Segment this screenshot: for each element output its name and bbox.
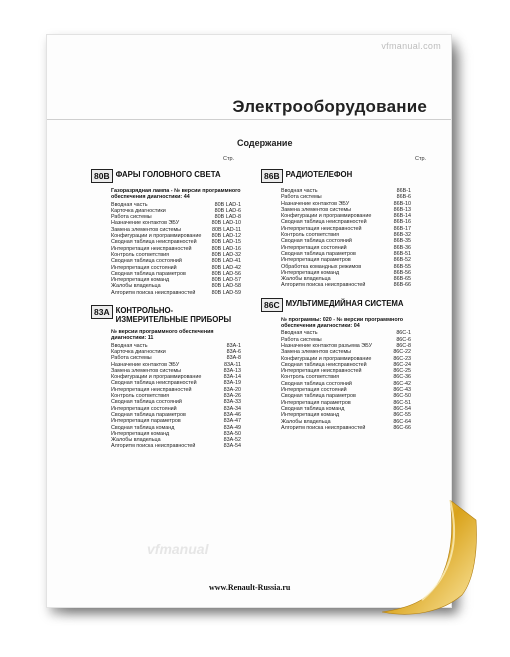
toc-entry-page: 86B-13 bbox=[393, 206, 411, 213]
toc-entry-page: 86C-66 bbox=[393, 424, 411, 431]
toc-entry-label: Интерпретация параметров bbox=[281, 257, 351, 264]
toc-section-83a bbox=[91, 305, 241, 450]
toc-entry bbox=[281, 425, 411, 431]
toc-entry-page: 86B-56 bbox=[393, 269, 411, 276]
toc-entry-page: 80B LAD-12 bbox=[211, 233, 241, 240]
toc-entry-page: 86B-51 bbox=[393, 250, 411, 257]
toc-entry-label: Вводная часть bbox=[281, 330, 318, 337]
toc-entry-page: 86B-1 bbox=[396, 188, 411, 194]
title-divider bbox=[47, 119, 451, 120]
toc-entry-label: Сводная таблица состояний bbox=[111, 258, 182, 265]
toc-entry-label: Интерпретация команд bbox=[281, 412, 340, 419]
section-header bbox=[261, 298, 411, 312]
toc-entry-label: Сводная таблица параметров bbox=[281, 250, 356, 257]
toc-entry-label: Интерпретация состояний bbox=[281, 244, 347, 251]
toc-entry-label: Назначение контактов ЭБУ bbox=[281, 200, 350, 207]
toc-entry-page: 80B LAD-41 bbox=[211, 258, 241, 265]
toc-entry-label: Конфигурации и программирование bbox=[111, 233, 202, 240]
toc-entry-label: Алгоритм поиска неисправностей bbox=[111, 443, 196, 450]
toc-entry-label: Интерпретация неисправностей bbox=[111, 245, 192, 252]
toc-entry-page: 86C-25 bbox=[393, 368, 411, 375]
toc-entry-label: Сводная таблица неисправностей bbox=[281, 219, 367, 226]
page-title: Электрооборудование bbox=[232, 97, 427, 116]
section-title: РАДИОТЕЛЕФОН bbox=[285, 170, 353, 179]
toc-entry-label: Работа системы bbox=[281, 336, 322, 343]
toc-entry-page: 86C-8 bbox=[396, 342, 411, 349]
toc-entry-label: Карточка диагностики bbox=[111, 207, 166, 214]
toc-entry-label: Контроль соответствия bbox=[111, 251, 170, 258]
toc-entry-label: Конфигурации и программирование bbox=[281, 213, 372, 220]
toc-entry-page: 86C-55 bbox=[393, 412, 411, 419]
toc-entry-label: Интерпретация состояний bbox=[111, 264, 177, 271]
toc-entry-page: 86B-55 bbox=[393, 263, 411, 270]
toc-entry-label: Интерпретация состояний bbox=[111, 405, 177, 412]
section-subtitle: № программы: 020 - № версии программного обеспечения диагностики: 04 bbox=[281, 316, 404, 330]
toc-entry-label: Работа системы bbox=[281, 194, 322, 201]
toc-entry-label: Конфигурации и программирование bbox=[111, 374, 202, 381]
toc-entry-page: 86B-16 bbox=[393, 219, 411, 226]
toc-entry-label: Сводная таблица параметров bbox=[111, 411, 186, 418]
page-curl-icon bbox=[382, 500, 478, 618]
toc-entry-page: 80B LAD-32 bbox=[211, 251, 241, 258]
toc-entry-page: 83A-50 bbox=[223, 430, 241, 437]
toc-entry-label: Сводная таблица параметров bbox=[281, 393, 356, 400]
toc-entry-label: Сводная таблица состояний bbox=[281, 238, 352, 245]
toc-entry-page: 80B LAD-11 bbox=[212, 226, 241, 233]
toc-entry-label: Контроль соответствия bbox=[281, 232, 340, 239]
toc-entry-label: Сводная таблица команд bbox=[111, 424, 175, 431]
section-code-badge: 80B bbox=[91, 169, 113, 183]
toc-entry-label: Жалобы владельца bbox=[281, 418, 331, 425]
toc-entry-page: 86C-6 bbox=[396, 336, 411, 343]
toc-entry bbox=[111, 443, 241, 449]
toc-entry-label: Замена элементов системы bbox=[281, 349, 352, 356]
toc-entry-page: 86C-54 bbox=[393, 405, 411, 412]
toc-entry bbox=[281, 282, 411, 288]
toc-entry-page: 80B LAD-58 bbox=[211, 283, 241, 290]
toc-entry-page: 83A-8 bbox=[226, 355, 241, 362]
toc-entry-page: 86C-51 bbox=[393, 399, 411, 406]
toc-entry-page: 86C-23 bbox=[393, 355, 411, 362]
contents-heading: Содержание bbox=[237, 138, 293, 148]
toc-entry-label: Алгоритм поиска неисправностей bbox=[281, 424, 366, 431]
toc-entry-label: Работа системы bbox=[111, 214, 152, 221]
toc-entry-label: Вводная часть bbox=[111, 342, 148, 349]
toc-entry-page: 83A-13 bbox=[223, 367, 241, 374]
section-header bbox=[91, 169, 241, 183]
toc-entry-label: Назначение контактов ЭБУ bbox=[111, 361, 180, 368]
toc-entry-label: Интерпретация команд bbox=[111, 430, 170, 437]
toc-entry-label: Назначение контактов разъема ЭБУ bbox=[281, 342, 373, 349]
toc-entry-page: 86C-50 bbox=[393, 393, 411, 400]
toc-entry-page: 80B LAD-15 bbox=[211, 239, 241, 246]
section-code-badge: 83A bbox=[91, 305, 113, 319]
toc-column-right bbox=[261, 169, 411, 440]
toc-entry-label: Интерпретация неисправностей bbox=[111, 386, 192, 393]
toc-entry-label: Контроль соответствия bbox=[281, 374, 340, 381]
toc-entry-page: 83A-46 bbox=[223, 411, 241, 418]
toc-entry-page: 80B LAD-57 bbox=[211, 277, 241, 284]
toc-entry-label: Интерпретация команд bbox=[281, 269, 340, 276]
page-column-label-left: Стр. bbox=[223, 156, 235, 162]
toc-entry-page: 80B LAD-8 bbox=[214, 214, 241, 221]
toc-entry-label: Алгоритм поиска неисправностей bbox=[111, 289, 196, 296]
toc-entry-page: 86B-17 bbox=[393, 225, 411, 232]
toc-section-86b bbox=[261, 169, 411, 289]
toc-entry-label: Работа системы bbox=[111, 355, 152, 362]
watermark-top: vfmanual.com bbox=[381, 41, 441, 51]
section-header bbox=[261, 169, 411, 183]
section-subtitle: № версии программного обеспечения диагностики: 11 bbox=[111, 329, 214, 342]
toc-entry-label: Обработка командных режимов bbox=[281, 263, 362, 270]
toc-entry-label: Карточка диагностики bbox=[111, 348, 166, 355]
toc-entry-label: Сводная таблица неисправностей bbox=[111, 380, 197, 387]
toc-section-80b bbox=[91, 169, 241, 296]
toc-entry-page: 83A-34 bbox=[223, 405, 241, 412]
toc-entry-label: Сводная таблица неисправностей bbox=[281, 361, 367, 368]
toc-entry-page: 86B-65 bbox=[393, 276, 411, 283]
toc-entry bbox=[111, 290, 241, 296]
toc-entry-page: 86B-32 bbox=[393, 232, 411, 239]
toc-entry-page: 83A-54 bbox=[223, 443, 241, 450]
toc-entry-page: 86B-66 bbox=[393, 282, 411, 289]
toc-entry-page: 80B LAD-59 bbox=[211, 289, 241, 296]
toc-column-left bbox=[91, 169, 241, 459]
toc-entry-page: 86C-36 bbox=[393, 374, 411, 381]
toc-entry-label: Сводная таблица команд bbox=[281, 405, 345, 412]
section-subtitle: Газоразрядная лампа - № версии программного обеспечения диагностики: 44 bbox=[111, 188, 241, 201]
toc-entry-page: 80B LAD-56 bbox=[211, 270, 241, 277]
toc-entry-page: 86B-14 bbox=[393, 213, 411, 220]
section-title: ФАРЫ ГОЛОВНОГО СВЕТА bbox=[115, 170, 221, 179]
toc-entry-page: 80B LAD-10 bbox=[211, 220, 241, 227]
toc-entry-page: 86C-42 bbox=[393, 380, 411, 387]
toc-entry-label: Интерпретация неисправностей bbox=[281, 225, 362, 232]
toc-entry-page: 83A-11 bbox=[224, 361, 241, 368]
toc-entry-page: 86C-43 bbox=[393, 387, 411, 394]
toc-entry-page: 80B LAD-42 bbox=[211, 264, 241, 271]
toc-entry-label: Алгоритм поиска неисправностей bbox=[281, 282, 366, 289]
toc-entry-label: Сводная таблица состояний bbox=[111, 399, 182, 406]
toc-entry-label: Сводная таблица состояний bbox=[281, 380, 352, 387]
toc-entry-page: 83A-19 bbox=[223, 380, 241, 387]
toc-entry-label: Интерпретация команд bbox=[111, 277, 170, 284]
toc-entry-label: Интерпретация параметров bbox=[111, 418, 181, 425]
section-title: МУЛЬТИМЕДИЙНАЯ СИСТЕМА bbox=[285, 298, 404, 308]
toc-entry-page: 86C-1 bbox=[396, 330, 411, 337]
toc-section-86c bbox=[261, 298, 411, 431]
watermark-center: vfmanual bbox=[147, 541, 209, 557]
toc-entry-label: Жалобы владельца bbox=[111, 283, 161, 290]
toc-entry-page: 86C-22 bbox=[393, 349, 411, 356]
toc-entry-page: 83A-52 bbox=[223, 437, 241, 444]
toc-entry-label: Назначение контактов ЭБУ bbox=[111, 220, 180, 227]
toc-entry-page: 83A-49 bbox=[223, 424, 241, 431]
toc-entry-label: Вводная часть bbox=[281, 188, 318, 194]
toc-entry-label: Замена элементов системы bbox=[111, 367, 182, 374]
toc-entry-label: Интерпретация состояний bbox=[281, 387, 347, 394]
toc-entry-page: 83A-6 bbox=[226, 348, 241, 355]
toc-entry-page: 83A-47 bbox=[223, 418, 241, 425]
toc-entry-page: 86B-52 bbox=[393, 257, 411, 264]
toc-entry-page: 80B LAD-6 bbox=[214, 207, 241, 214]
toc-entry-label: Жалобы владельца bbox=[111, 437, 161, 444]
toc-entry-page: 83A-1 bbox=[226, 342, 241, 349]
section-code-badge: 86B bbox=[261, 169, 283, 183]
toc-entry-label: Вводная часть bbox=[111, 201, 148, 208]
toc-entry-page: 86B-36 bbox=[393, 244, 411, 251]
toc-entry-page: 80B LAD-16 bbox=[211, 245, 241, 252]
toc-entry-label: Интерпретация параметров bbox=[281, 399, 351, 406]
toc-entry-label: Сводная таблица параметров bbox=[111, 270, 186, 277]
toc-entry-label: Конфигурации и программирование bbox=[281, 355, 372, 362]
toc-entry-label: Интерпретация неисправностей bbox=[281, 368, 362, 375]
footer-url: www.Renault-Russia.ru bbox=[209, 583, 291, 592]
toc-entry-label: Замена элементов системы bbox=[111, 226, 182, 233]
toc-entry-page: 86B-35 bbox=[393, 238, 411, 245]
page-column-label-right: Стр. bbox=[415, 156, 427, 162]
toc-entry-page: 86C-64 bbox=[393, 418, 411, 425]
section-header bbox=[91, 305, 241, 324]
toc-entry-label: Контроль соответствия bbox=[111, 393, 170, 400]
toc-entry-page: 86B-10 bbox=[393, 200, 411, 207]
toc-entry-label: Сводная таблица неисправностей bbox=[111, 239, 197, 246]
toc-entry-label: Жалобы владельца bbox=[281, 276, 331, 283]
toc-entry-page: 86B-6 bbox=[396, 194, 411, 201]
toc-entry-page: 83A-33 bbox=[223, 399, 241, 406]
toc-entry-label: Замена элементов системы bbox=[281, 206, 352, 213]
toc-entry-page: 83A-26 bbox=[223, 393, 241, 400]
section-title: КОНТРОЛЬНО-ИЗМЕРИТЕЛЬНЫЕ ПРИБОРЫ bbox=[115, 306, 232, 325]
toc-entry-page: 83A-14 bbox=[223, 374, 241, 381]
toc-entry-page: 80B LAD-1 bbox=[214, 201, 241, 208]
toc-entry-page: 83A-20 bbox=[223, 386, 241, 393]
section-code-badge: 86C bbox=[261, 298, 283, 312]
toc-entry-page: 86C-24 bbox=[393, 361, 411, 368]
